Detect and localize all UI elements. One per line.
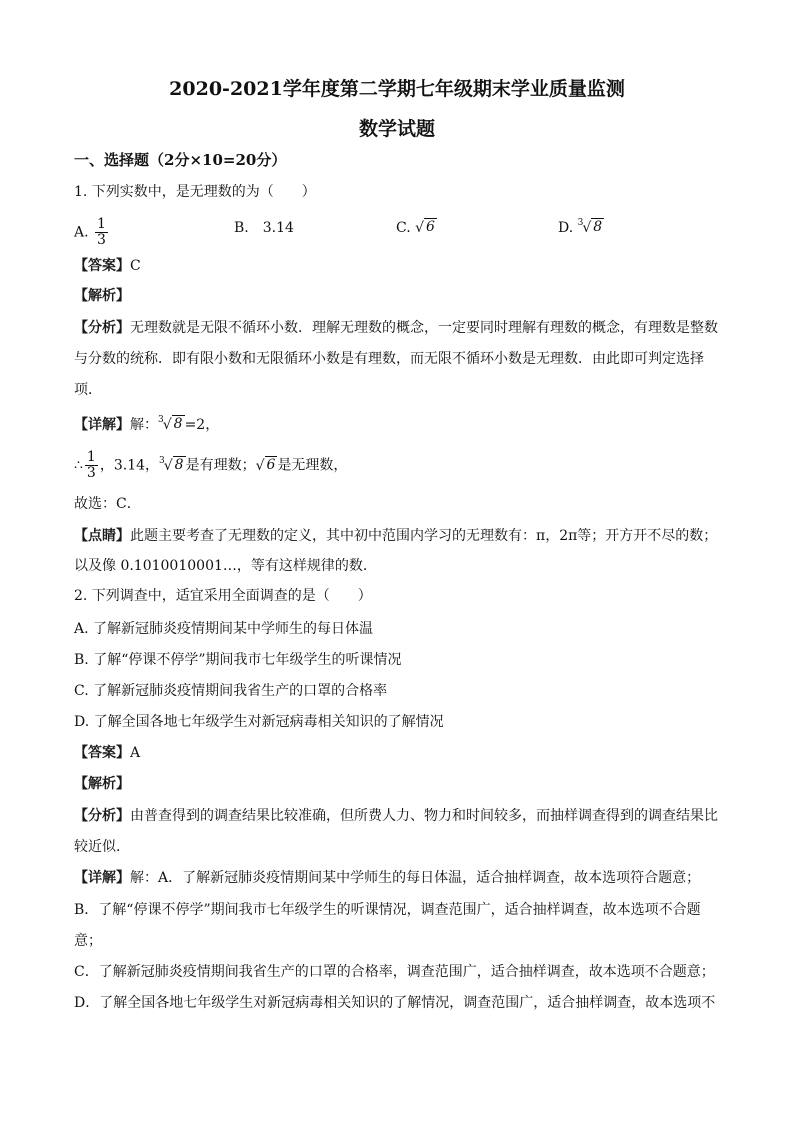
q2-detail-4: C．了解新冠肺炎疫情期间我省生产的口罩的合格率，调查范围广，适合抽样调查，故本选项不合题意； <box>74 964 715 980</box>
answer-value: A <box>130 745 141 761</box>
answer-tag: 【答案】 <box>74 745 130 761</box>
detail-text: 解：A．了解新冠肺炎疫情期间某中学师生的每日体温，适合抽样调查，故本选项符合题意； <box>130 870 701 886</box>
fenxi-tag: 【分析】 <box>74 320 130 336</box>
square-root: √ 6 <box>255 456 276 474</box>
root-index: 3 <box>577 218 584 228</box>
q1-fenxi-1 <box>74 318 720 338</box>
q2-analysis-tag <box>74 774 720 794</box>
q2-option-c: C. 了解新冠肺炎疫情期间我省生产的口罩的合格率 <box>74 683 388 699</box>
q2-detail-2: B．了解“停课不停学”期间我市七年级学生的听课情况，调查范围广，适合抽样调查，故本选项不合题 <box>74 902 701 918</box>
q2-detail-1 <box>74 868 720 888</box>
section-heading: 一、选择题（2分×10=20分） <box>74 151 287 169</box>
root-index: 3 <box>158 415 164 425</box>
radicand: 6 <box>424 218 437 238</box>
q1-fenxi-3: 项． <box>74 382 102 398</box>
q1-option-c <box>396 218 437 238</box>
detail-tag: 【详解】 <box>74 870 130 886</box>
q2-detail-5: D．了解全国各地七年级学生对新冠病毒相关知识的了解情况，调查范围广，适合抽样调查，故本选项不 <box>74 995 716 1011</box>
denominator: 3 <box>97 232 106 248</box>
dianjing-text: 此题主要考查了无理数的定义，其中初中范围内学习的无理数有：π，2π等；开方开不尽的数； <box>130 528 718 544</box>
fenxi-tag: 【分析】 <box>74 808 130 824</box>
fraction <box>85 450 98 481</box>
analysis-tag: 【解析】 <box>74 288 130 304</box>
radicand: 8 <box>172 415 185 435</box>
radicand: 8 <box>591 218 604 238</box>
detail-text: 解： <box>130 417 158 433</box>
q2-fenxi-1 <box>74 806 720 826</box>
answer-tag: 【答案】 <box>74 258 130 274</box>
option-label: A. <box>74 224 89 241</box>
q1-options <box>74 212 720 248</box>
root-index: 3 <box>159 455 165 466</box>
q2-option-a: A. 了解新冠肺炎疫情期间某中学师生的每日体温 <box>74 621 374 637</box>
dianjing-tag: 【点睛】 <box>74 528 130 544</box>
q1-dianjing-2: 以及像 0.1010010001…，等有这样规律的数． <box>74 558 377 574</box>
q2-option-b: B. 了解“停课不停学”期间我市七年级学生的听课情况 <box>74 652 402 668</box>
cube-root: 3 √ 8 <box>158 415 185 435</box>
q1-option-a <box>74 217 110 248</box>
detail-tag: 【详解】 <box>74 417 130 433</box>
q2-option-d: D. 了解全国各地七年级学生对新冠病毒相关知识的了解情况 <box>74 714 444 730</box>
numerator: 1 <box>86 449 96 465</box>
page-subtitle: 数学试题 <box>358 118 435 140</box>
q2-stem: 2. 下列调查中，适宜采用全面调查的是（ ） <box>74 588 372 604</box>
analysis-tag: 【解析】 <box>74 776 130 792</box>
numerator: 1 <box>97 216 106 232</box>
q1-therefore <box>74 450 720 481</box>
radicand: 8 <box>173 456 186 476</box>
answer-value: C <box>130 258 141 274</box>
square-root: √ 6 <box>415 219 435 236</box>
therefore-symbol: ∴ <box>74 457 83 474</box>
therefore-text: 是无理数， <box>277 457 348 474</box>
q1-option-d <box>558 218 604 238</box>
option-label: D. <box>558 220 574 236</box>
q1-choose: 故选：C． <box>74 496 141 512</box>
radicand: 6 <box>265 456 278 476</box>
q1-analysis-tag <box>74 286 720 306</box>
q1-detail <box>74 415 720 435</box>
therefore-text: ，3.14， <box>99 457 160 474</box>
q1-fenxi-2: 与分数的统称．即有限小数和无限循环小数是有理数，而无限不循环小数是无理数．由此即可判定选择 <box>74 351 704 367</box>
cube-root: 3 √ 8 <box>159 456 186 476</box>
q2-fenxi-2: 较近似． <box>74 839 130 855</box>
q1-dianjing-1 <box>74 526 720 546</box>
q2-answer <box>74 743 720 763</box>
denominator: 3 <box>86 465 96 481</box>
option-label: C. <box>396 220 411 236</box>
q2-detail-3: 意； <box>74 933 102 949</box>
q1-stem: 1. 下列实数中，是无理数的为（ ） <box>74 184 316 200</box>
fenxi-text: 由普查得到的调查结果比较准确，但所费人力、物力和时间较多，而抽样调查得到的调查结果比 <box>130 808 718 824</box>
q1-answer <box>74 256 720 276</box>
q1-option-b: B. 3.14 <box>234 220 294 236</box>
fraction <box>95 217 108 248</box>
therefore-text: 是有理数； <box>185 457 256 474</box>
detail-text: =2， <box>184 417 220 433</box>
fenxi-text: 无理数就是无限不循环小数．理解无理数的概念，一定要同时理解有理数的概念，有理数是整数 <box>130 320 718 336</box>
page-title: 2020-2021学年度第二学期七年级期末学业质量监测 <box>169 78 625 100</box>
cube-root: 3 √ 8 <box>578 218 605 238</box>
